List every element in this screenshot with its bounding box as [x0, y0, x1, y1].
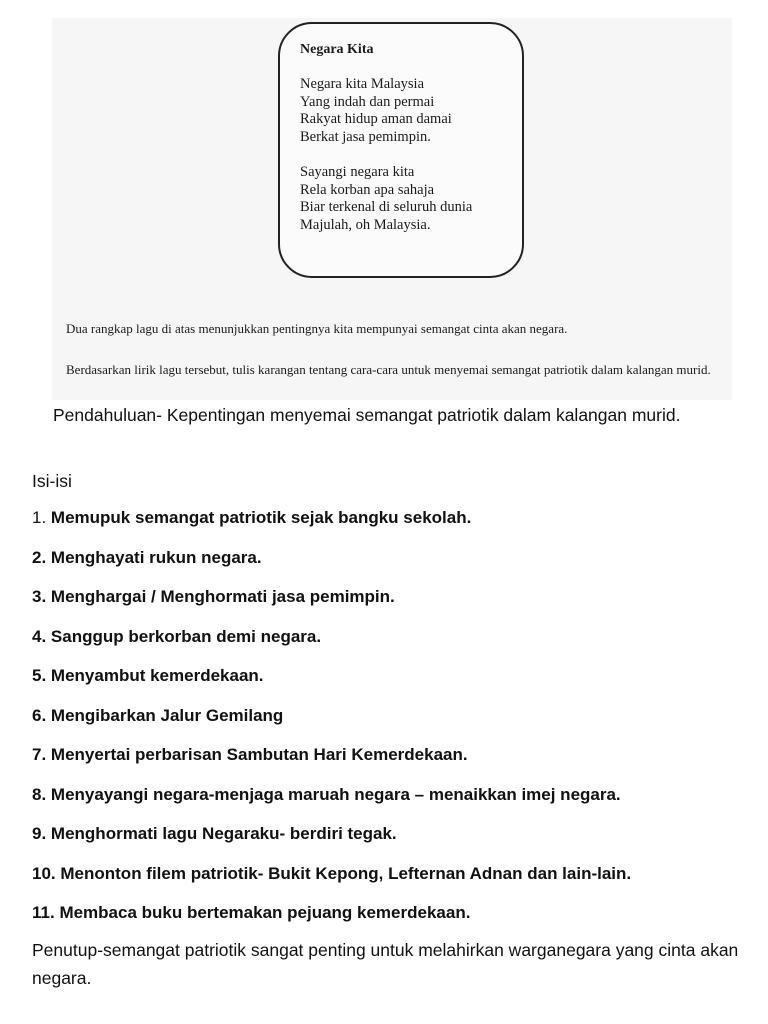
point-number: 4. [32, 626, 47, 646]
point-text: Menonton filem patriotik- Bukit Kepong, Lefternan Adnan dan lain-lain. [60, 863, 632, 883]
list-item [32, 508, 762, 548]
poem-line: Majulah, oh Malaysia. [300, 216, 431, 233]
list-item [32, 706, 762, 746]
point-text: Menyambut kemerdekaan. [50, 666, 264, 685]
isi-heading: Isi-isi [32, 471, 72, 491]
instruction-line-2: Berdasarkan lirik lagu tersebut, tulis karangan tentang cara-cara untuk menyemai semangat patriotik dalam kalangan murid. [66, 362, 711, 377]
poem-line: Berkat jasa pemimpin. [300, 128, 431, 145]
poem-line: Negara kita Malaysia [300, 76, 425, 92]
list-item [32, 587, 762, 627]
list-item [32, 548, 762, 588]
list-item [32, 666, 762, 706]
point-text: Mengibarkan Jalur Gemilang [50, 705, 284, 725]
list-item [32, 627, 762, 667]
list-item [32, 824, 762, 864]
point-number: 10. [32, 863, 56, 883]
poem-line: Sayangi negara kita [300, 164, 415, 180]
point-text: Menghargai / Menghormati jasa pemimpin. [50, 587, 395, 606]
point-text: Menghormati lagu Negaraku- berdiri tegak. [50, 824, 397, 843]
point-number: 6. [32, 705, 47, 725]
introduction-text: Pendahuluan- Kepentingan menyemai semangat patriotik dalam kalangan murid. [53, 405, 681, 425]
point-number: 1. [32, 508, 47, 527]
instruction-line-1: Dua rangkap lagu di atas menunjukkan pentingnya kita mempunyai semangat cinta akan negara. [66, 321, 568, 336]
closing-text: Penutup-semangat patriotik sangat penting untuk melahirkan warganegara yang cinta akan negara. [32, 940, 739, 988]
point-number: 11. [32, 903, 55, 922]
poem-line: Biar terkenal di seluruh dunia [300, 199, 473, 215]
points-list [32, 508, 762, 943]
poem-line: Yang indah dan permai [300, 93, 435, 110]
point-number: 9. [32, 824, 47, 843]
point-text: Memupuk semangat patriotik sejak bangku sekolah. [50, 508, 472, 527]
point-number: 7. [32, 745, 47, 764]
poem-line: Rela korban apa sahaja [300, 181, 435, 198]
point-text: Menyertai perbarisan Sambutan Hari Kemerdekaan. [50, 745, 468, 764]
point-text: Menyayangi negara-menjaga maruah negara – menaikkan imej negara. [50, 784, 621, 804]
poem-stanza-2 [300, 164, 504, 234]
point-text: Sanggup berkorban demi negara. [50, 626, 322, 646]
list-item [32, 785, 762, 825]
point-text: Menghayati rukun negara. [50, 547, 262, 567]
list-item [32, 864, 762, 904]
poem-title: Negara Kita [300, 42, 374, 57]
point-number: 5. [32, 666, 47, 685]
poem-line: Rakyat hidup aman damai [300, 111, 452, 127]
point-number: 8. [32, 784, 47, 804]
point-number: 3. [32, 587, 47, 606]
poem-box [278, 22, 524, 278]
point-number: 2. [32, 547, 47, 567]
point-text: Membaca buku bertemakan pejuang kemerdekaan. [59, 903, 471, 922]
poem-stanza-1 [300, 76, 504, 146]
list-item [32, 745, 762, 785]
